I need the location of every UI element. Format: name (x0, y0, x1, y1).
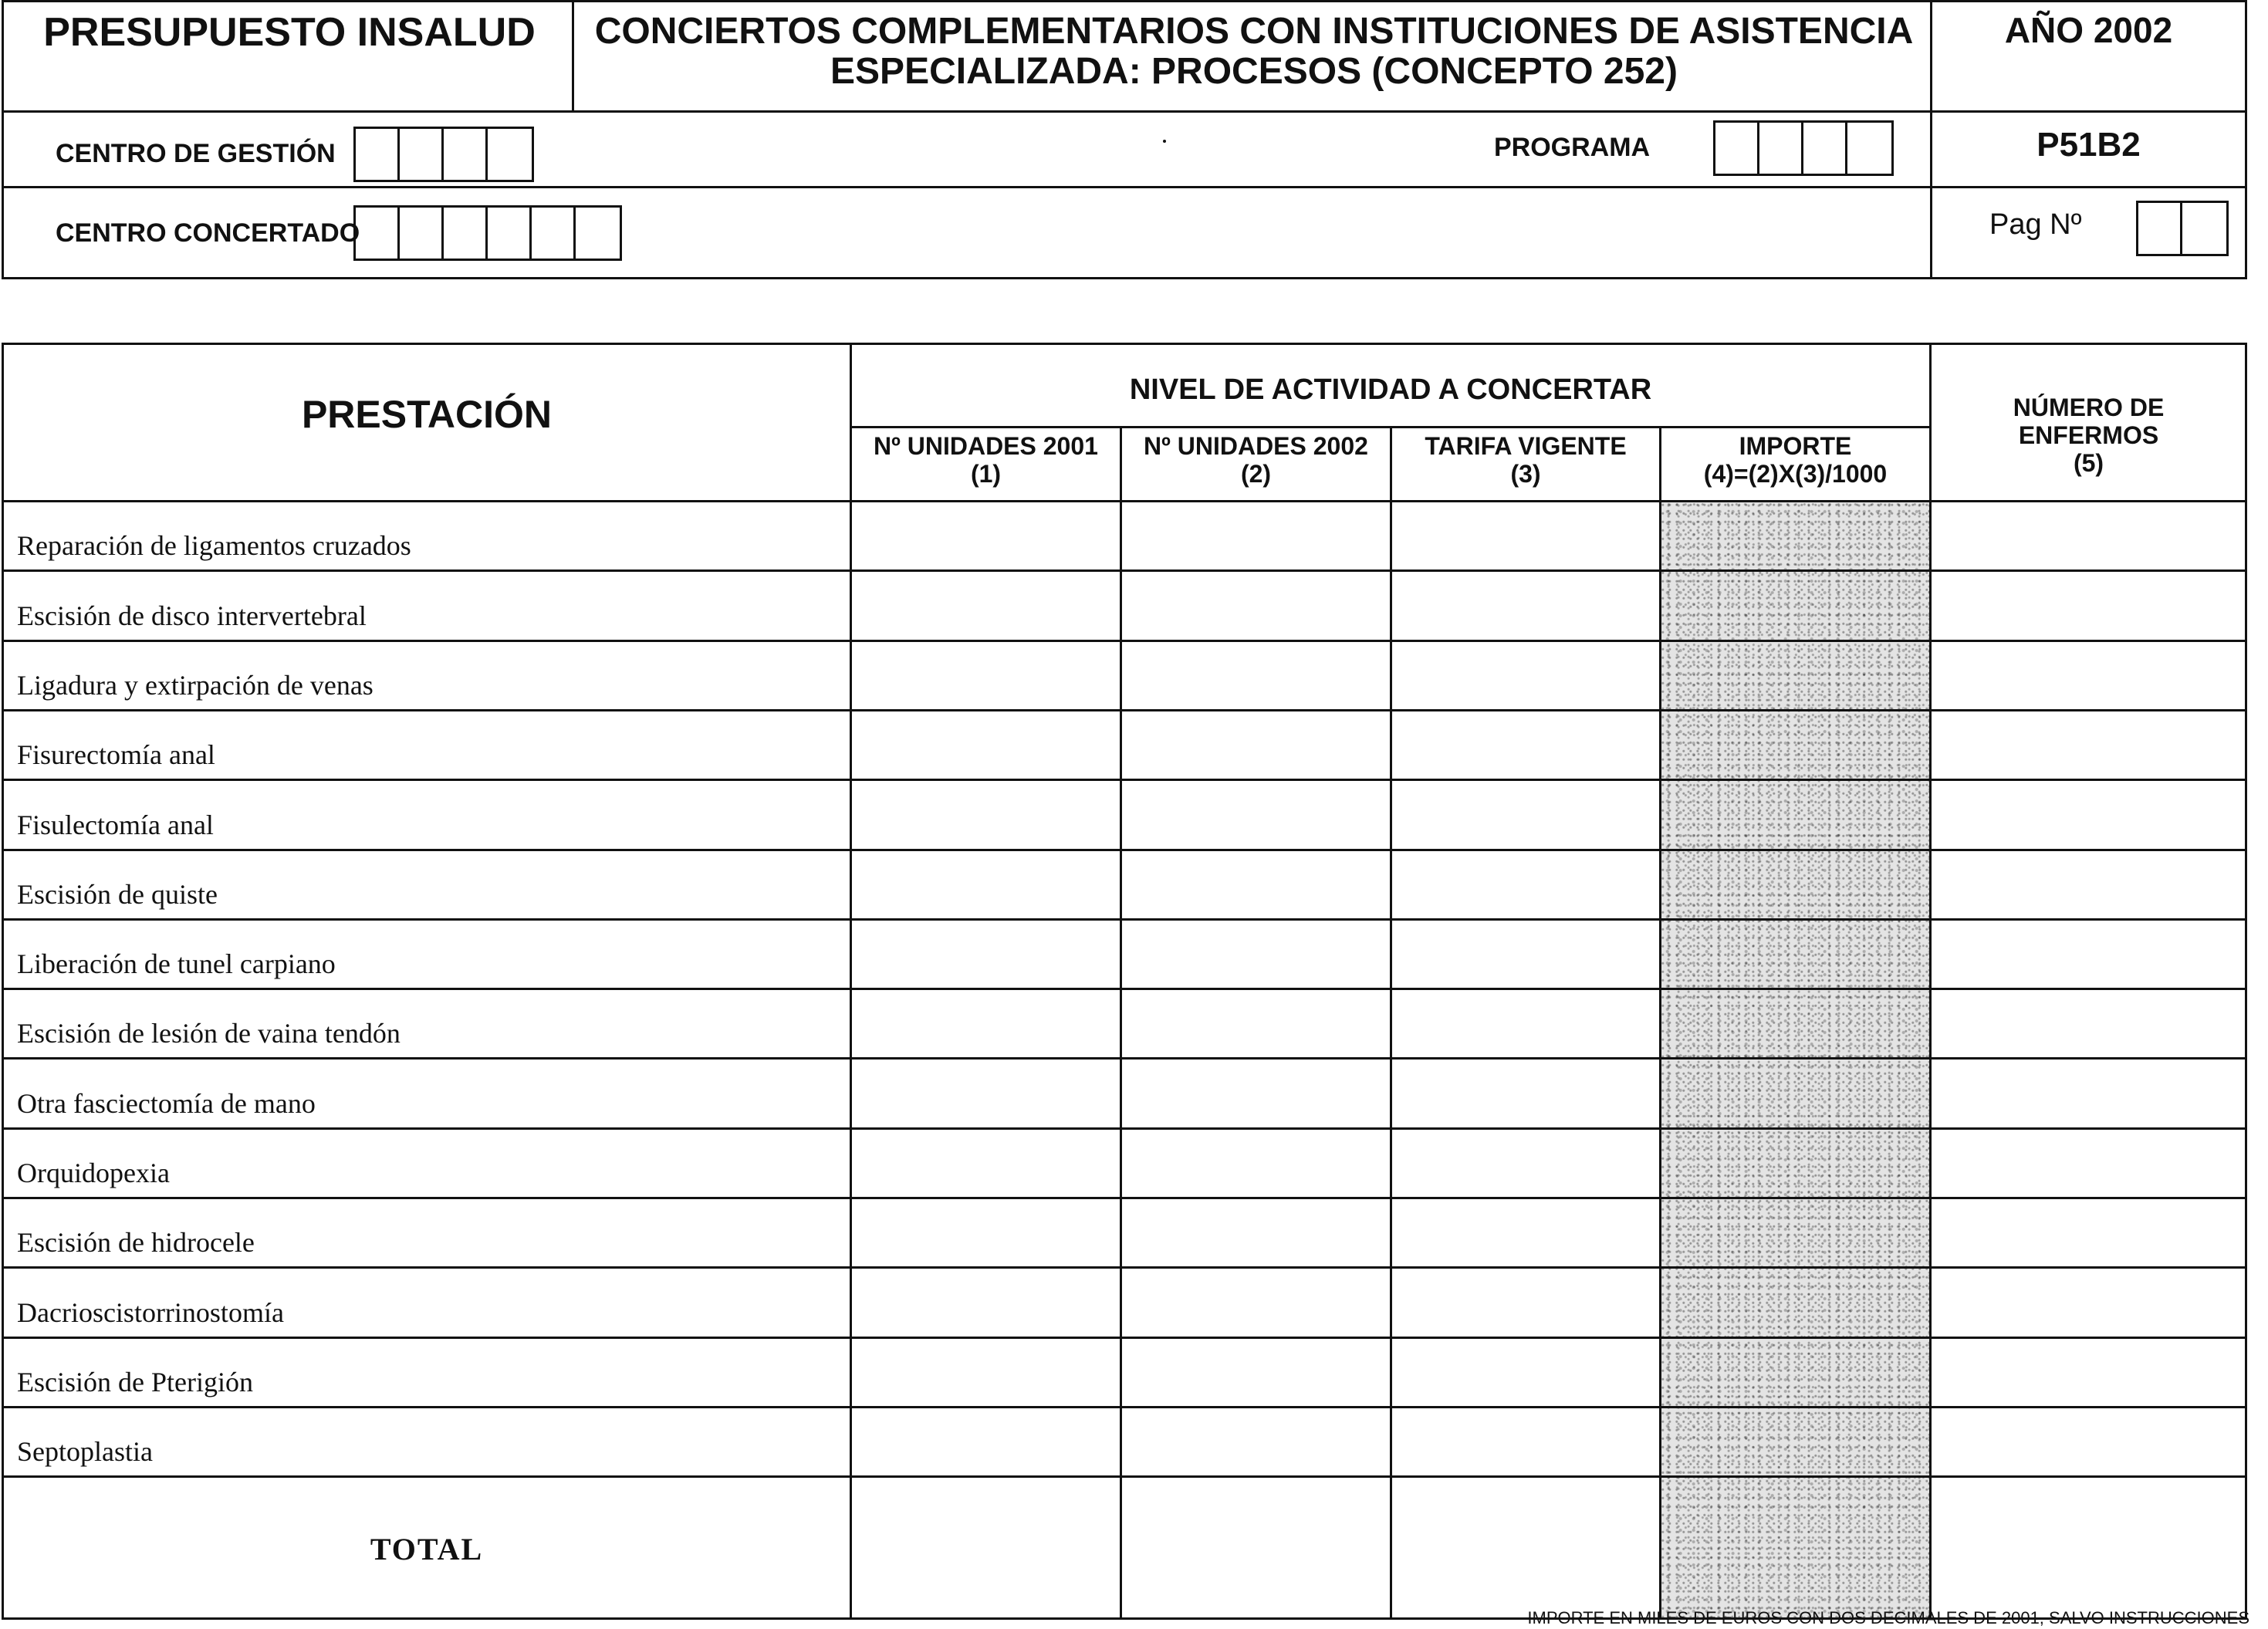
cell-unidades-2002[interactable] (1122, 502, 1390, 569)
cell-unidades-2001[interactable] (852, 1130, 1120, 1197)
cell-unidades-2002[interactable] (1122, 990, 1390, 1057)
programa-label: PROGRAMA (1494, 133, 1651, 162)
cell-unidades-2001[interactable] (852, 572, 1120, 639)
col-header-unidades-2002: Nº UNIDADES 2002 (2) (1144, 432, 1368, 488)
row-divider (2, 1475, 2247, 1478)
footer-note: IMPORTE EN MILES DE EUROS CON DOS DECIMALES DE 2001, SALVO INSTRUCCIONES (1527, 1608, 2249, 1627)
cell-tarifa-vigente[interactable] (1392, 711, 1659, 779)
cell-numero-enfermos[interactable] (1932, 642, 2246, 709)
cell-unidades-2002[interactable] (1122, 1060, 1390, 1127)
col-header-importe: IMPORTE (4)=(2)X(3)/1000 (1703, 432, 1888, 488)
header-vdivider-left (572, 0, 574, 112)
table-row-label: Escisión de hidrocele (17, 1227, 255, 1258)
stray-dot (1163, 140, 1166, 143)
cell-unidades-2002[interactable] (1122, 572, 1390, 639)
table-row-label: Ligadura y extirpación de venas (17, 670, 373, 701)
cell-numero-enfermos[interactable] (1932, 1199, 2246, 1266)
table-row-label: Orquidopexia (17, 1158, 170, 1188)
cell-tarifa-vigente[interactable] (1392, 502, 1659, 569)
year-label: AÑO 2002 (2004, 10, 2173, 50)
cell-numero-enfermos[interactable] (1932, 1269, 2246, 1336)
col-header-unidades-2001: Nº UNIDADES 2001 (1) (874, 432, 1098, 488)
cell-numero-enfermos[interactable] (1932, 502, 2246, 569)
table-row-label: Reparación de ligamentos cruzados (17, 530, 411, 561)
total-label: TOTAL (370, 1532, 484, 1566)
cell-unidades-2002[interactable] (1122, 1130, 1390, 1197)
table-row-label: Septoplastia (17, 1436, 153, 1467)
header-divider-2 (2, 186, 2247, 188)
cell-numero-enfermos[interactable] (1932, 1408, 2246, 1475)
cell-tarifa-vigente[interactable] (1392, 572, 1659, 639)
left-title: PRESUPUESTO INSALUD (43, 10, 536, 55)
cell-tarifa-vigente[interactable] (1392, 1339, 1659, 1406)
cell-tarifa-vigente[interactable] (1392, 1199, 1659, 1266)
cell-unidades-2001[interactable] (852, 642, 1120, 709)
cell-tarifa-vigente[interactable] (1392, 851, 1659, 918)
centro-gestion-label: CENTRO DE GESTIÓN (56, 139, 336, 168)
cell-numero-enfermos[interactable] (1932, 781, 2246, 848)
cell-unidades-2002[interactable] (1122, 711, 1390, 779)
cell-numero-enfermos[interactable] (1932, 921, 2246, 988)
cell-tarifa-vigente[interactable] (1392, 781, 1659, 848)
cell-unidades-2001[interactable] (852, 851, 1120, 918)
cell-unidades-2001[interactable] (852, 1199, 1120, 1266)
cell-unidades-2001[interactable] (852, 1408, 1120, 1475)
form-title-line2: ESPECIALIZADA: PROCESOS (CONCEPTO 252) (830, 51, 1678, 92)
cell-numero-enfermos[interactable] (1932, 572, 2246, 639)
cell-unidades-2002[interactable] (1122, 1269, 1390, 1336)
group-header-underline (850, 426, 1930, 428)
cell-numero-enfermos[interactable] (1932, 990, 2246, 1057)
cell-unidades-2001[interactable] (852, 921, 1120, 988)
cell-unidades-2002[interactable] (1122, 1199, 1390, 1266)
page-number-boxes[interactable] (2136, 201, 2229, 256)
cell-tarifa-vigente[interactable] (1392, 642, 1659, 709)
form-title-line1: CONCIERTOS COMPLEMENTARIOS CON INSTITUCIONES DE ASISTENCIA (594, 11, 1914, 52)
importe-shaded-column (1661, 502, 1929, 1617)
cell-unidades-2001[interactable] (852, 1060, 1120, 1127)
centro-concertado-label: CENTRO CONCERTADO (56, 218, 360, 248)
cell-unidades-2002[interactable] (1122, 851, 1390, 918)
col-header-numero-enfermos: NÚMERO DE ENFERMOS (5) (2013, 394, 2165, 477)
cell-numero-enfermos[interactable] (1932, 1060, 2246, 1127)
cell-unidades-2001[interactable] (852, 1339, 1120, 1406)
cell-tarifa-vigente[interactable] (1392, 1408, 1659, 1475)
centro-gestion-code-boxes[interactable] (353, 127, 534, 182)
table-row-label: Dacrioscistorrinostomía (17, 1297, 284, 1328)
cell-tarifa-vigente[interactable] (1392, 990, 1659, 1057)
table-row-label: Otra fasciectomía de mano (17, 1088, 316, 1119)
table-row-label: Escisión de quiste (17, 879, 218, 910)
header-divider-1 (2, 110, 2247, 113)
table-row-label: Liberación de tunel carpiano (17, 948, 336, 979)
table-row-label: Fisulectomía anal (17, 809, 214, 840)
cell-unidades-2002[interactable] (1122, 921, 1390, 988)
cell-tarifa-vigente[interactable] (1392, 1269, 1659, 1336)
cell-unidades-2002[interactable] (1122, 642, 1390, 709)
page-number-label: Pag Nº (1989, 208, 2082, 241)
cell-numero-enfermos[interactable] (1932, 711, 2246, 779)
cell-unidades-2002[interactable] (1122, 1408, 1390, 1475)
cell-numero-enfermos[interactable] (1932, 851, 2246, 918)
cell-numero-enfermos[interactable] (1932, 1339, 2246, 1406)
cell-unidades-2001[interactable] (852, 781, 1120, 848)
nivel-actividad-header: NIVEL DE ACTIVIDAD A CONCERTAR (1129, 373, 1652, 406)
table-row-label: Escisión de disco intervertebral (17, 600, 367, 631)
cell-unidades-2001[interactable] (852, 1269, 1120, 1336)
cell-tarifa-vigente[interactable] (1392, 1130, 1659, 1197)
table-row-label: Fisurectomía anal (17, 739, 215, 770)
cell-unidades-2002[interactable] (1122, 781, 1390, 848)
programa-code-boxes[interactable] (1713, 120, 1894, 176)
form-code: P51B2 (2036, 126, 2141, 164)
cell-unidades-2002[interactable] (1122, 1339, 1390, 1406)
table-row-label: Escisión de lesión de vaina tendón (17, 1018, 401, 1049)
centro-concertado-code-boxes[interactable] (353, 205, 622, 261)
col-header-tarifa-vigente: TARIFA VIGENTE (3) (1425, 432, 1627, 488)
table-row-label: Escisión de Pterigión (17, 1367, 253, 1397)
cell-numero-enfermos[interactable] (1932, 1130, 2246, 1197)
cell-tarifa-vigente[interactable] (1392, 1060, 1659, 1127)
cell-unidades-2001[interactable] (852, 711, 1120, 779)
prestacion-header: PRESTACIÓN (301, 393, 553, 436)
cell-unidades-2001[interactable] (852, 502, 1120, 569)
cell-tarifa-vigente[interactable] (1392, 921, 1659, 988)
cell-unidades-2001[interactable] (852, 990, 1120, 1057)
